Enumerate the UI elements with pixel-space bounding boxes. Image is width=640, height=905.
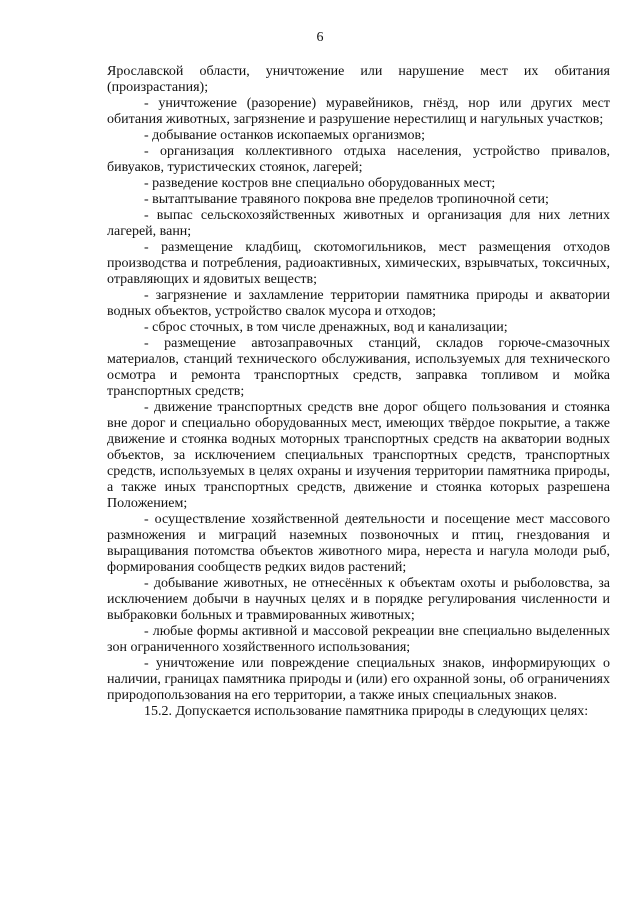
- body-text: [107, 64, 610, 720]
- list-item: - уничтожение (разорение) муравейников, гнёзд, нор или других мест обитания животных, загрязнение и разрушение нерестилищ и нагульных участков;: [107, 96, 610, 127]
- list-item: - выпас сельскохозяйственных животных и организация для них летних лагерей, ванн;: [107, 208, 610, 239]
- list-item: - любые формы активной и массовой рекреации вне специально выделенных зон ограниченного хозяйственного использования;: [107, 624, 610, 655]
- list-item: - размещение кладбищ, скотомогильников, мест размещения отходов производства и потребления, радиоактивных, химических, взрывчатых, токсичных, отравляющих и ядовитых веществ;: [107, 240, 610, 287]
- page-number: 6: [316, 30, 324, 45]
- list-item: - разведение костров вне специально оборудованных мест;: [144, 176, 496, 191]
- list-item: - размещение автозаправочных станций, складов горюче-смазочных материалов, станций технического обслуживания, используемых для технического осмотра и ремонта транспортных средств, заправка топливом и мойка транспортных средств;: [107, 336, 610, 399]
- list-item: - добывание останков ископаемых организмов;: [144, 128, 426, 143]
- list-item: - организация коллективного отдыха населения, устройство привалов, бивуаков, туристических стоянок, лагерей;: [107, 144, 610, 175]
- list-item: - загрязнение и захламление территории памятника природы и акватории водных объектов, устройство свалок мусора и отходов;: [107, 288, 610, 319]
- list-item: - уничтожение или повреждение специальных знаков, информирующих о наличии, границах памятника природы и (или) его охранной зоны, об ограничениях природопользования на его территории, а также иных специальных знаков.: [107, 656, 610, 703]
- section-paragraph: 15.2. Допускается использование памятника природы в следующих целях:: [144, 704, 589, 719]
- list-item: - осуществление хозяйственной деятельности и посещение мест массового размножения и миграций наземных позвоночных и птиц, гнездования и выращивания потомства объектов животного мира, нереста и нагула молоди рыб, формирования сообществ редких видов растений;: [107, 512, 610, 575]
- list-item: - вытаптывание травяного покрова вне пределов тропиночной сети;: [144, 192, 549, 207]
- list-item: - сброс сточных, в том числе дренажных, вод и канализации;: [144, 320, 508, 335]
- list-item: - движение транспортных средств вне дорог общего пользования и стоянка вне дорог и специально оборудованных мест, имеющих твёрдое покрытие, а также движение и стоянка водных моторных транспортных средств на акватории водных объектов, за исключением специальных транспортных средств, транспортных средств, используемых в целях охраны и изучения территории памятника природы, а также иных транспортных средств, движение и стоянка которых разрешена Положением;: [107, 400, 610, 511]
- list-item: - добывание животных, не отнесённых к объектам охоты и рыболовства, за исключением добычи в научных целях и в порядке регулирования численности и выбраковки больных и травмированных животных;: [107, 576, 610, 623]
- paragraph: Ярославской области, уничтожение или нарушение мест их обитания (произрастания);: [107, 64, 610, 95]
